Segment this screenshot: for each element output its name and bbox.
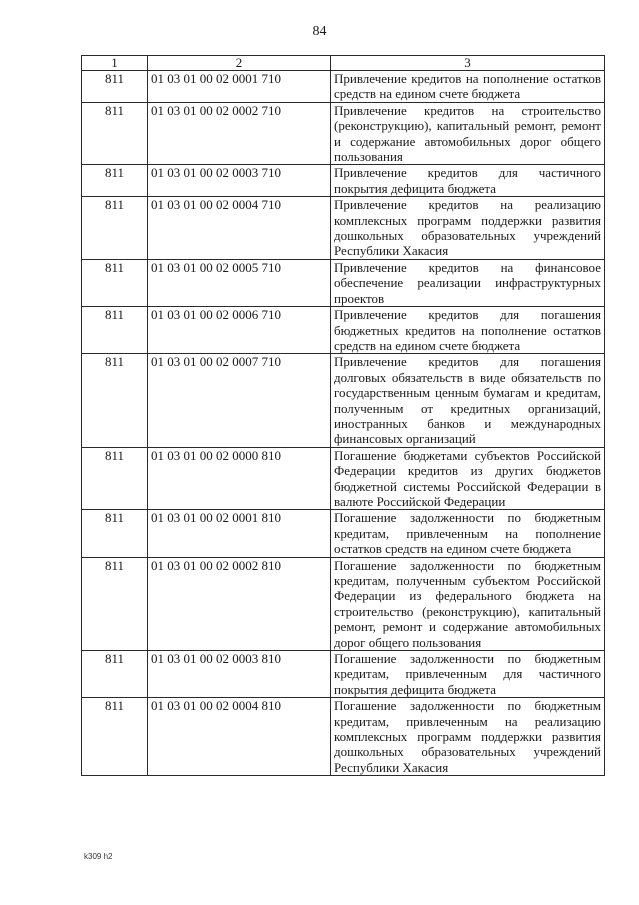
footer-document-code: k309 h2 <box>84 852 113 861</box>
row-source-name: Привлечение кредитов для погашения бюджетных кредитов на пополнение остатков средств на едином счете бюджета <box>331 307 605 354</box>
header-col-2: 2 <box>148 56 331 71</box>
row-budget-classification-code: 01 03 01 00 02 0004 710 <box>148 197 331 260</box>
row-source-name: Привлечение кредитов на финансовое обеспечение реализации инфраструктурных проектов <box>331 259 605 306</box>
table-row <box>82 307 605 354</box>
budget-codes-table <box>81 55 605 776</box>
table-row <box>82 102 605 165</box>
row-admin-code: 811 <box>82 102 148 165</box>
row-admin-code: 811 <box>82 165 148 197</box>
row-budget-classification-code: 01 03 01 00 02 0001 810 <box>148 510 331 557</box>
row-budget-classification-code: 01 03 01 00 02 0000 810 <box>148 447 331 510</box>
row-budget-classification-code: 01 03 01 00 02 0003 810 <box>148 651 331 698</box>
table-row <box>82 447 605 510</box>
row-source-name: Погашение бюджетами субъектов Российской Федерации кредитов из других бюджетов бюджетной системы Российской Федерации в валюте Российской Федерации <box>331 447 605 510</box>
row-source-name: Погашение задолженности по бюджетным кредитам, привлеченным на пополнение остатков средств на едином счете бюджета <box>331 510 605 557</box>
row-budget-classification-code: 01 03 01 00 02 0002 710 <box>148 102 331 165</box>
table-row <box>82 354 605 447</box>
table-row <box>82 510 605 557</box>
table-row <box>82 698 605 776</box>
row-admin-code: 811 <box>82 447 148 510</box>
table-header-row <box>82 56 605 71</box>
row-source-name: Погашение задолженности по бюджетным кредитам, полученным субъектом Российской Федерации из федерального бюджета на строительство (реконструкцию), капитальный ремонт, ремонт и содержание автомобильных дорог общего пользования <box>331 557 605 650</box>
row-admin-code: 811 <box>82 651 148 698</box>
row-budget-classification-code: 01 03 01 00 02 0007 710 <box>148 354 331 447</box>
row-admin-code: 811 <box>82 259 148 306</box>
row-source-name: Погашение задолженности по бюджетным кредитам, привлеченным для частичного покрытия дефицита бюджета <box>331 651 605 698</box>
table-row <box>82 557 605 650</box>
row-budget-classification-code: 01 03 01 00 02 0001 710 <box>148 71 331 103</box>
row-source-name: Привлечение кредитов на пополнение остатков средств на едином счете бюджета <box>331 71 605 103</box>
row-source-name: Привлечение кредитов для погашения долговых обязательств в виде обязательств по государственным ценным бумагам и кредитам, полученным от кредитных организаций, иностранных банков и международных финансовых организаций <box>331 354 605 447</box>
row-admin-code: 811 <box>82 354 148 447</box>
row-admin-code: 811 <box>82 307 148 354</box>
row-source-name: Погашение задолженности по бюджетным кредитам, привлеченным на реализацию комплексных программ поддержки развития дошкольных образовательных учреждений Республики Хакасия <box>331 698 605 776</box>
row-budget-classification-code: 01 03 01 00 02 0004 810 <box>148 698 331 776</box>
row-budget-classification-code: 01 03 01 00 02 0002 810 <box>148 557 331 650</box>
row-source-name: Привлечение кредитов на реализацию комплексных программ поддержки развития дошкольных образовательных учреждений Республики Хакасия <box>331 197 605 260</box>
table-row <box>82 259 605 306</box>
table-row <box>82 71 605 103</box>
row-admin-code: 811 <box>82 510 148 557</box>
row-admin-code: 811 <box>82 71 148 103</box>
table-row <box>82 197 605 260</box>
table-row <box>82 165 605 197</box>
row-source-name: Привлечение кредитов на строительство (реконструкцию), капитальный ремонт, ремонт и содержание автомобильных дорог общего пользования <box>331 102 605 165</box>
row-budget-classification-code: 01 03 01 00 02 0003 710 <box>148 165 331 197</box>
row-source-name: Привлечение кредитов для частичного покрытия дефицита бюджета <box>331 165 605 197</box>
table-row <box>82 651 605 698</box>
row-budget-classification-code: 01 03 01 00 02 0006 710 <box>148 307 331 354</box>
header-col-3: 3 <box>331 56 605 71</box>
row-admin-code: 811 <box>82 197 148 260</box>
header-col-1: 1 <box>82 56 148 71</box>
row-admin-code: 811 <box>82 698 148 776</box>
row-budget-classification-code: 01 03 01 00 02 0005 710 <box>148 259 331 306</box>
page-number: 84 <box>312 24 327 39</box>
row-admin-code: 811 <box>82 557 148 650</box>
